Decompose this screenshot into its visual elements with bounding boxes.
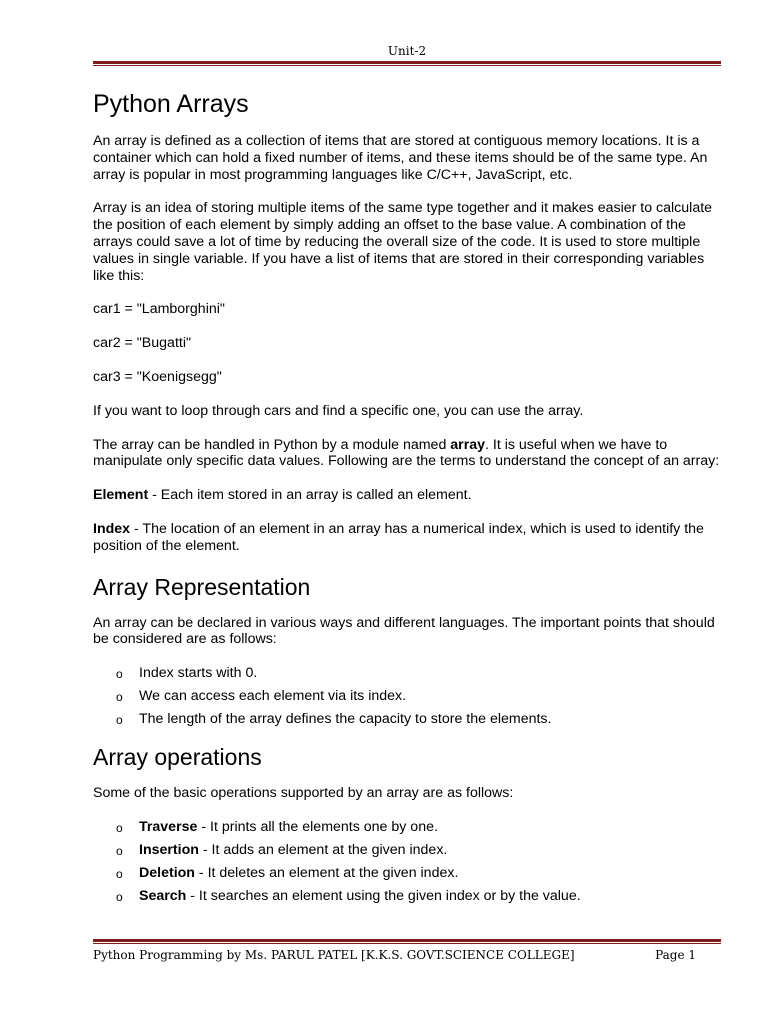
section-title-representation: Array Representation <box>93 573 311 600</box>
operation-desc: - It searches an element using the given index or by the value. <box>186 887 581 904</box>
intro-paragraph-2: Array is an idea of storing multiple items of the same type together and it makes easier to calculate the position of each element by simply adding an offset to the base value. A combination of the arrays could save a lot of time by reducing the overall size of the code. It is used to store multiple values in single variable. If you have a list of items that are stored in their corresponding variables like this: <box>93 200 713 284</box>
operation-desc: - It deletes an element at the given index. <box>194 864 459 881</box>
list-item-text: We can access each element via its index. <box>139 688 407 705</box>
module-text-after: . It is useful when we have to manipulate only specific data values. Following are the terms to understand the concept of an array: <box>93 436 720 470</box>
bullet-icon: o <box>116 889 123 904</box>
list-item <box>93 688 723 705</box>
module-text-before: The array can be handled in Python by a module named <box>93 436 451 453</box>
bullet-icon: o <box>116 667 123 682</box>
module-paragraph <box>93 437 723 471</box>
page-content <box>93 88 723 918</box>
footer-rule <box>93 939 721 944</box>
list-item <box>93 888 723 905</box>
footer-credit: Python Programming by Ms. PARUL PATEL [K.K.S. GOVT.SCIENCE COLLEGE] <box>93 948 575 962</box>
operation-name: Traverse <box>139 818 198 835</box>
list-item-text: The length of the array defines the capacity to store the elements. <box>139 711 552 728</box>
code-line-car3: car3 = "Koenigsegg" <box>93 368 222 385</box>
operation-desc: - It adds an element at the given index. <box>198 841 448 858</box>
operation-desc: - It prints all the elements one by one. <box>197 818 438 835</box>
term-index <box>93 521 723 555</box>
term-desc: - Each item stored in an array is called an element. <box>148 487 472 504</box>
bullet-icon: o <box>116 713 123 728</box>
list-item <box>93 819 723 836</box>
term-name: Index <box>93 520 131 537</box>
bullet-icon: o <box>116 843 123 858</box>
list-item-text: Index starts with 0. <box>139 665 258 682</box>
operations-list <box>93 819 723 905</box>
header-rule <box>93 61 721 66</box>
list-item <box>93 665 723 682</box>
bullet-icon: o <box>116 866 123 881</box>
term-desc: - The location of an element in an array has a numerical index, which is used to identify the position of the element. <box>93 520 704 554</box>
page-number: Page 1 <box>655 948 696 962</box>
page-title: Python Arrays <box>93 90 249 118</box>
term-element <box>93 487 723 504</box>
term-name: Element <box>93 487 149 504</box>
code-line-car1: car1 = "Lamborghini" <box>93 301 225 318</box>
list-item <box>93 842 723 859</box>
bullet-icon: o <box>116 690 123 705</box>
section-title-operations: Array operations <box>93 743 262 770</box>
intro-paragraph-1: An array is defined as a collection of items that are stored at contiguous memory locations. It is a container which can hold a fixed number of items, and these items should be of the same type. An array is popular in most programming languages like C/C++, JavaScript, etc. <box>93 133 708 183</box>
list-item <box>93 865 723 882</box>
code-line-car2: car2 = "Bugatti" <box>93 335 192 352</box>
operation-name: Deletion <box>139 864 195 881</box>
module-name: array <box>450 436 485 453</box>
operation-name: Insertion <box>139 841 199 858</box>
operation-name: Search <box>139 887 187 904</box>
representation-paragraph: An array can be declared in various ways and different languages. The important points that should be considered are as follows: <box>93 614 715 648</box>
loop-paragraph: If you want to loop through cars and find a specific one, you can use the array. <box>93 402 584 419</box>
bullet-icon: o <box>116 820 123 835</box>
representation-list <box>93 665 723 728</box>
operations-paragraph: Some of the basic operations supported by an array are as follows: <box>93 784 514 801</box>
list-item <box>93 711 723 728</box>
page-header: Unit-2 <box>387 44 427 58</box>
